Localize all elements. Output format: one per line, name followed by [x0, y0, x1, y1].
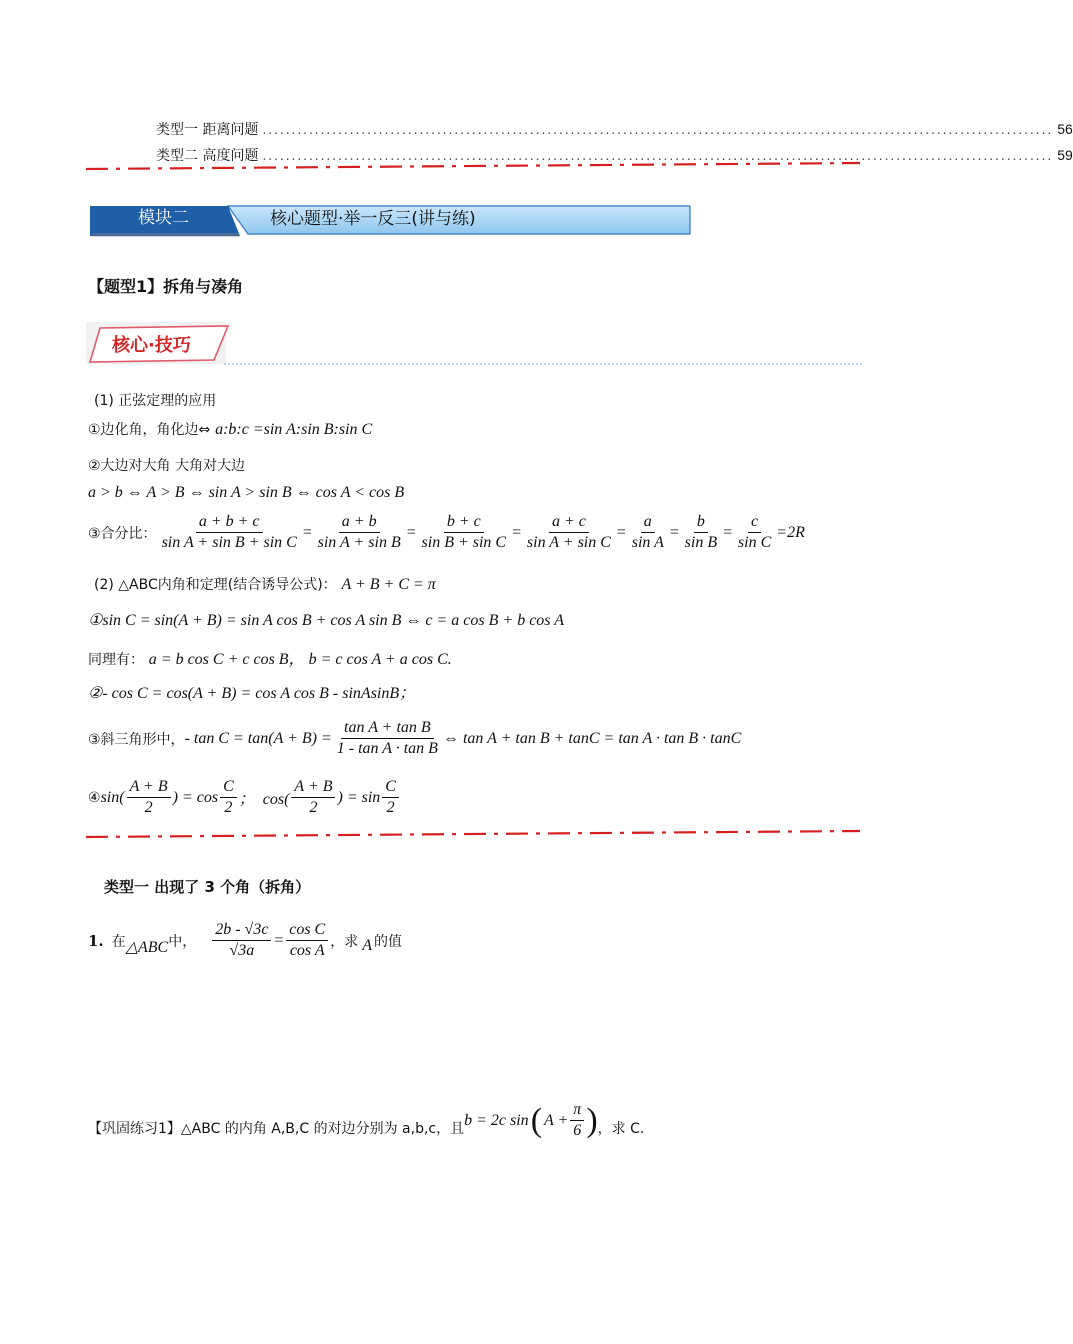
point-2-heading: [94, 574, 436, 594]
formula-math: a = b cos C + c cos B， b = c cos A + a cos C.: [148, 651, 452, 668]
separator-line: [86, 828, 860, 840]
formula-label: ③斜三角形中，: [88, 731, 185, 748]
formula-label: ①边化角，角化边⇔: [88, 422, 211, 438]
toc-label: 类型二 高度问题: [156, 148, 259, 164]
question-equation: $\frac{2b - √3c}{√3a}$ = $\frac{\text{cos C}}{\text{cos A}}$: [210, 920, 330, 961]
formula-c1: [88, 419, 372, 439]
question-text: 的值: [374, 933, 402, 950]
toc-page: 59: [1057, 147, 1073, 163]
formula-math: a:b:c =sin A:sin B:sin C: [215, 421, 373, 438]
toc-label: 类型一 距离问题: [156, 122, 259, 138]
separator-line: [86, 160, 860, 172]
formula-d3: ③斜三角形中， - tan C = tan(A + B) = $\frac{\text{tan A + tan B}}{\text{1 - tan A · tan B}}$ ⇔ tan A + tan B + tanC = tan A · tan B · tanC: [88, 719, 742, 757]
triangle-label: △ABC: [125, 938, 169, 956]
practice-1: [88, 1101, 645, 1141]
formula-d4: ④ sin( $\frac{A + B}{2}$ ) = cos $\frac{C}{2}$ ； cos( $\frac{A + B}{2}$ ) = sin $\frac{C}{2}$: [88, 777, 401, 818]
question-text: ，求: [330, 933, 359, 950]
ratio-chain: $\frac{a + b + c}{\text{sin A + sin B + sin C}}$ = $\frac{a + b}{\text{sin A + sin B}}$ = $\frac{b + c}{\text{sin B + sin C}}$ = $\frac{a + c}{\text{sin A + sin C}}$ = $\frac{a}{\text{sin A}}$ = $\frac{b}{\text{sin B}}$ = $\frac{c}{\text{sin C}}$ =2R: [161, 513, 805, 551]
formula-d1: ①sin C = sin(A + B) = sin A cos B + cos A sin B ⇔ c = a cos B + b cos A: [88, 612, 565, 629]
practice-equation: b = 2c sin ( A + $\frac{\pi}{6}$ ): [464, 1101, 598, 1139]
question-1: [88, 920, 402, 961]
point-2-math: A + B + C = π: [341, 576, 436, 593]
toc-page: 56: [1057, 121, 1073, 137]
type-1-title: 类型一 出现了 3 个角（拆角）: [104, 878, 311, 896]
point-2-label: (2) △ABC内角和定理(结合诱导公式)：: [94, 577, 337, 593]
toc-leader: ........................................................................................................................................: [262, 149, 1054, 163]
formula-c2-math: a > b ⇔ A > B ⇔ sin A > sin B ⇔ cos A < cos B: [88, 484, 405, 501]
formula-c2-label: ②大边对大角 大角对大边: [88, 458, 246, 474]
question-variable: A: [362, 936, 372, 954]
question-text: 中，: [168, 933, 197, 950]
formula-d2: ②- cos C = cos(A + B) = cos A cos B - sinAsinB；: [88, 685, 416, 702]
formula-label: 同理有：: [88, 652, 144, 668]
module-tag: 模块二: [138, 208, 189, 228]
question-text: 在: [111, 933, 126, 950]
practice-text: ，求 C.: [597, 1120, 645, 1137]
module-banner: [88, 204, 692, 236]
formula-d-same: [88, 646, 452, 669]
formula-label: ③合分比：: [88, 525, 157, 542]
badge-text: 核心·技巧: [112, 335, 191, 356]
practice-text: 【巩固练习1】△ABC 的内角 A,B,C 的对边分别为 a,b,c，且: [88, 1120, 465, 1137]
formula-c3: [88, 512, 805, 553]
formula-label: ④: [88, 789, 101, 806]
question-number: 1.: [88, 931, 104, 950]
toc-entry-1[interactable]: [156, 119, 1073, 139]
technique-badge: [86, 322, 866, 366]
point-1-heading: (1) 正弦定理的应用: [94, 393, 217, 409]
toc-leader: ........................................................................................................................................: [262, 123, 1054, 137]
module-title: 核心题型·举一反三(讲与练): [270, 209, 476, 229]
section-title: 【题型1】拆角与凑角: [88, 277, 244, 296]
